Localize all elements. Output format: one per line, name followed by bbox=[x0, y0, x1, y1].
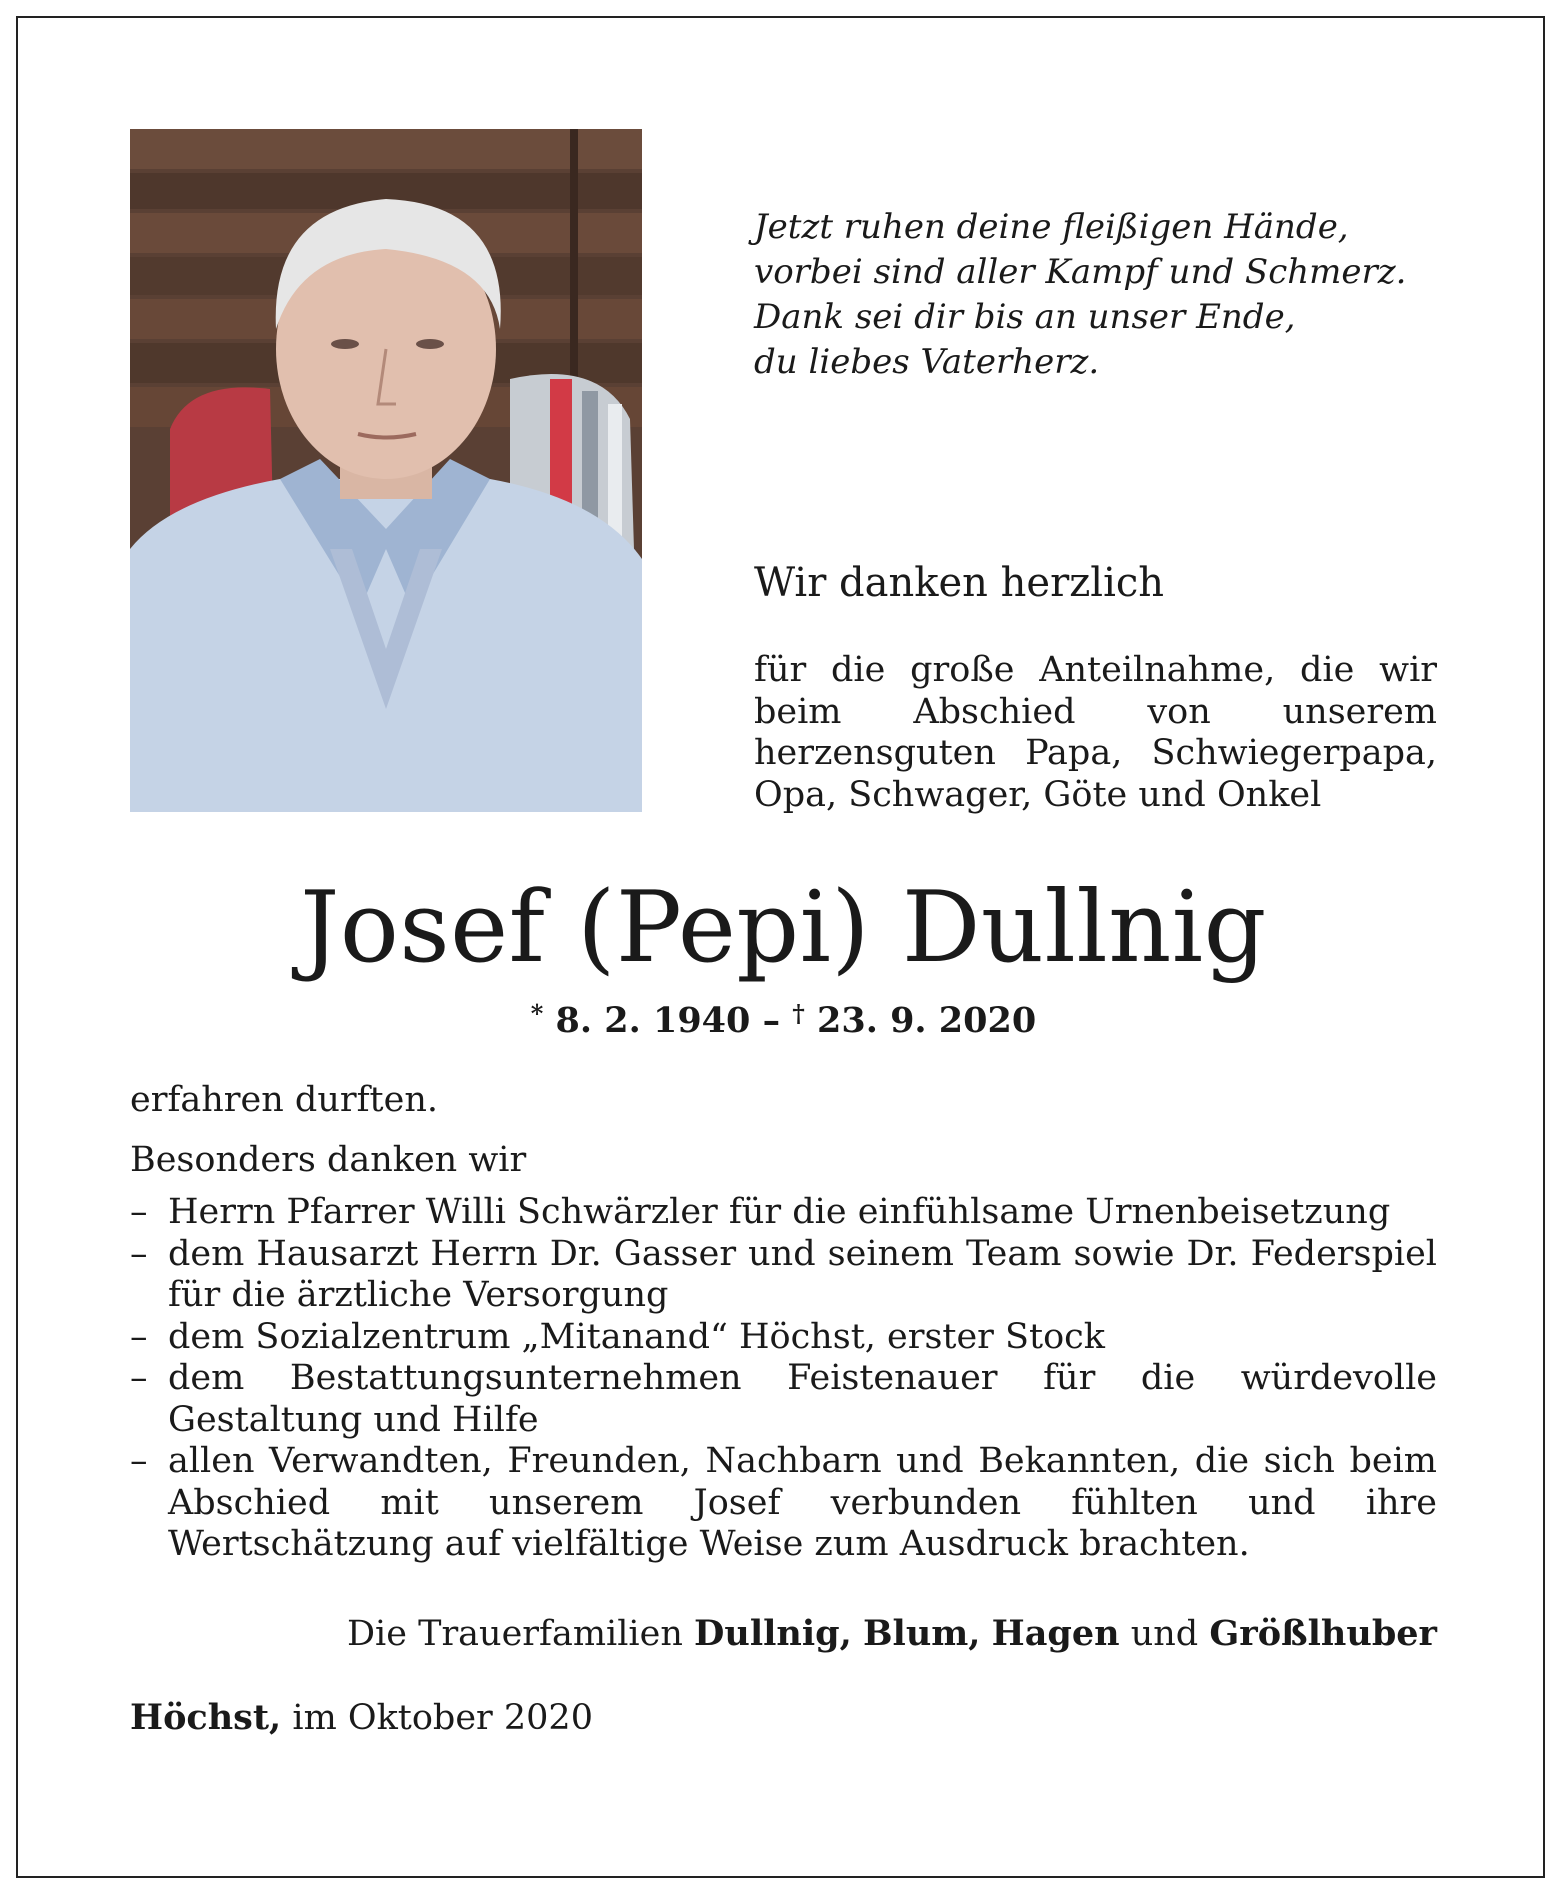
list-item bbox=[130, 1234, 1437, 1317]
list-item bbox=[130, 1358, 1437, 1441]
list-dash: – bbox=[130, 1316, 148, 1357]
deceased-name: Josef (Pepi) Dullnig bbox=[300, 871, 1267, 985]
list-item bbox=[130, 1192, 1437, 1234]
death-date: 23. 9. 2020 bbox=[817, 1000, 1037, 1041]
place-month: im Oktober 2020 bbox=[292, 1698, 593, 1738]
birth-symbol: * bbox=[530, 999, 544, 1028]
list-item-text: dem Hausarzt Herrn Dr. Gasser und seinem Team sowie Dr. Federspiel für die ärztliche Versorgung bbox=[168, 1233, 1437, 1315]
list-item-text: dem Bestattungsunternehmen Feistenauer für die würdevolle Gestaltung und Hilfe bbox=[168, 1358, 1437, 1440]
list-dash: – bbox=[130, 1192, 148, 1232]
place-date bbox=[130, 1696, 593, 1740]
list-item-text: dem Sozialzentrum „Mitanand“ Höchst, erster Stock bbox=[168, 1316, 1105, 1357]
list-item bbox=[130, 1441, 1437, 1566]
death-symbol: † bbox=[792, 999, 805, 1028]
list-dash: – bbox=[130, 1233, 148, 1274]
family-name-blum: Blum, bbox=[862, 1613, 981, 1654]
thanks-heading: Wir danken herzlich bbox=[754, 560, 1165, 606]
poem-line-2: vorbei sind aller Kampf und Schmerz. bbox=[754, 252, 1407, 292]
list-dash: – bbox=[130, 1441, 148, 1481]
life-dates bbox=[0, 992, 1567, 1043]
mourning-families bbox=[347, 1612, 1437, 1656]
families-prefix: Die Trauerfamilien bbox=[347, 1614, 683, 1654]
portrait-photo bbox=[130, 129, 642, 812]
list-item bbox=[130, 1317, 1437, 1359]
special-thanks-list bbox=[130, 1192, 1437, 1566]
family-name-groesslhuber: Größlhuber bbox=[1209, 1613, 1437, 1654]
list-item-text: allen Verwandten, Freunden, Nachbarn und Bekannten, die sich beim Abschied mit unserem Josef verbunden fühlten und ihre Wertschätzung auf vielfältige Weise zum Ausdruck brachten. bbox=[168, 1441, 1437, 1564]
special-thanks-heading: Besonders danken wir bbox=[130, 1140, 527, 1180]
thanks-intro: für die große Anteilnahme, die wir beim Abschied von unserem herzensguten Papa, Schwiegerpapa, Opa, Schwager, Göte und Onkel bbox=[754, 650, 1437, 815]
family-name-hagen: Hagen bbox=[991, 1613, 1120, 1654]
family-name-dullnig: Dullnig, bbox=[694, 1613, 852, 1654]
birth-date: 8. 2. 1940 bbox=[555, 1000, 751, 1041]
poem-line-3: Dank sei dir bis an unser Ende, bbox=[754, 297, 1296, 337]
after-name-text: erfahren durften. bbox=[130, 1080, 438, 1120]
list-item-text: Herrn Pfarrer Willi Schwärzler für die einfühlsame Urnenbeisetzung bbox=[168, 1192, 1391, 1232]
poem-line-1: Jetzt ruhen deine fleißigen Hände, bbox=[754, 207, 1349, 247]
date-separator: – bbox=[762, 1000, 781, 1041]
poem bbox=[754, 205, 1407, 385]
list-dash: – bbox=[130, 1358, 148, 1398]
families-conjunction: und bbox=[1130, 1614, 1199, 1654]
poem-line-4: du liebes Vaterherz. bbox=[754, 342, 1100, 382]
place-city: Höchst, bbox=[130, 1697, 282, 1738]
